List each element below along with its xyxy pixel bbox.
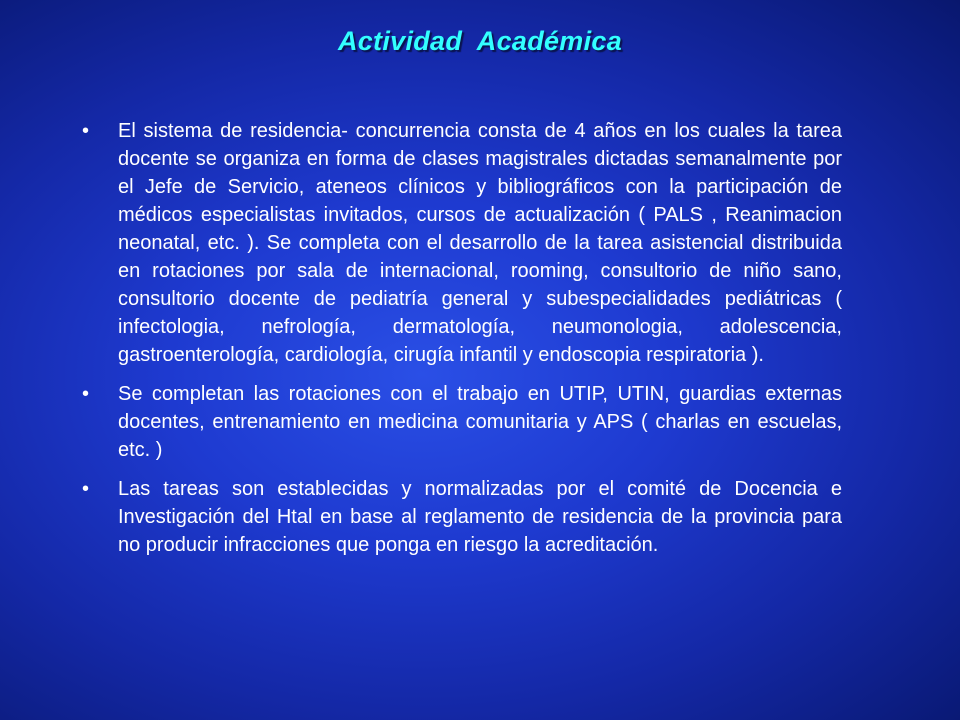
bullet-item — [82, 117, 842, 369]
bullet-text: Las tareas son establecidas y normalizadas por el comité de Docencia e Investigación del Htal en base al reglamento de residencia de la provincia para no producir infracciones que ponga en riesgo la acreditación. — [118, 478, 842, 556]
bullet-text: Se completan las rotaciones con el trabajo en UTIP, UTIN, guardias externas docentes, entrenamiento en medicina comunitaria y APS ( charlas en escuelas, etc. ) — [118, 383, 842, 461]
bullet-list — [82, 117, 842, 570]
bullet-icon: • — [82, 383, 90, 405]
bullet-icon: • — [82, 478, 90, 500]
bullet-item — [82, 380, 842, 464]
bullet-icon: • — [82, 120, 90, 142]
slide-title: Actividad Académica — [337, 26, 623, 56]
bullet-item — [82, 475, 842, 559]
bullet-text: El sistema de residencia- concurrencia consta de 4 años en los cuales la tarea docente se organiza en forma de clases magistrales dictadas semanalmente por el Jefe de Servicio, ateneos clínicos y bibliográficos con la participación de médicos especialistas invitados, cursos de actualización ( PALS , Reanimacion neonatal, etc. ). Se completa con el desarrollo de la tarea asistencial distribuida en rotaciones por sala de internacional, rooming, consultorio de niño sano, consultorio docente de pediatría general y subespecialidades pediátricas ( infectologia, nefrología, dermatología, neumonologia, adolescencia, gastroenterología, cardiología, cirugía infantil y endoscopia respiratoria ). — [118, 120, 842, 366]
